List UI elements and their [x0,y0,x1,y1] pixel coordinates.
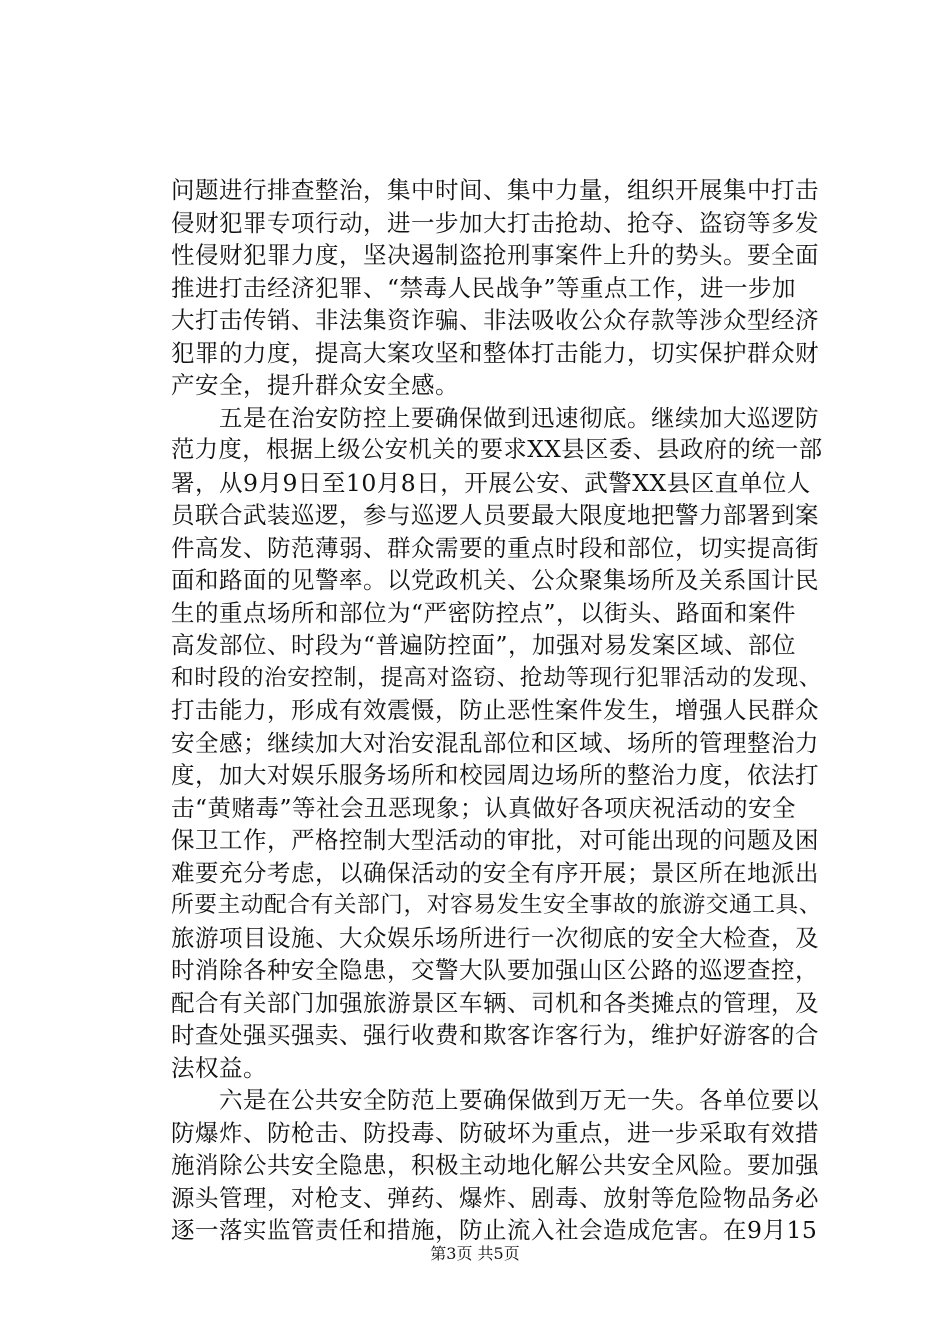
text-line: 员联合武装巡逻，参与巡逻人员要最大限度地把警力部署到案 [171,501,819,529]
text-line: 防爆炸、防枪击、防投毒、防破坏为重点，进一步采取有效措 [171,1118,819,1147]
text-line: 击“黄赌毒”等社会丑恶现象；认真做好各项庆祝活动的安全 [171,793,797,822]
text-line: 时查处强买强卖、强行收费和欺客诈客行为，维护好游客的合 [171,1021,819,1049]
text-line: 时消除各种安全隐患，交警大队要加强山区公路的巡逻查控， [171,956,819,984]
text-line: 问题进行排查整治，集中时间、集中力量，组织开展集中打击 [171,176,819,204]
text-line: 生的重点场所和部位为“严密防控点”，以街头、路面和案件 [171,598,797,627]
text-line: 安全感；继续加大对治安混乱部位和区域、场所的管理整治力 [171,728,819,757]
text-line: 大打击传销、非法集资诈骗、非法吸收公众存款等涉众型经济 [171,306,819,334]
text-line: 高发部位、时段为“普遍防控面”，加强对易发案区域、部位 [171,631,797,659]
page-number-footer: 第3页 共5页 [430,1244,520,1263]
text-line: 推进打击经济犯罪、“禁毒人民战争”等重点工作，进一步加 [171,273,797,302]
text-line: 所要主动配合有关部门，对容易发生安全事故的旅游交通工具、 [171,892,822,918]
text-line: 逐一落实监管责任和措施，防止流入社会造成危害。在9月15 [171,1216,818,1244]
document-body [171,174,826,1247]
text-line: 旅游项目设施、大众娱乐场所进行一次彻底的安全大检查，及 [171,923,819,952]
text-line: 难要充分考虑，以确保活动的安全有序开展；景区所在地派出 [171,858,819,887]
text-line: 范力度，根据上级公安机关的要求XX县区委、县政府的统一部 [171,436,823,463]
text-line: 保卫工作，严格控制大型活动的审批，对可能出现的问题及困 [171,826,819,854]
text-line: 六是在公共安全防范上要确保做到万无一失。各单位要以 [171,1086,819,1114]
text-line: 件高发、防范薄弱、群众需要的重点时段和部位，切实提高街 [171,533,819,562]
text-line: 面和路面的见警率。以党政机关、公众聚集场所及关系国计民 [171,566,819,594]
text-line: 产安全，提升群众安全感。 [171,371,459,399]
text-line: 署，从9月9日至10月8日，开展公安、武警XX县区直单位人 [171,468,811,497]
text-line: 五是在治安防控上要确保做到迅速彻底。继续加大巡逻防 [171,403,819,432]
text-line: 和时段的治安控制，提高对盗窃、抢劫等现行犯罪活动的发现、 [171,664,822,691]
text-line: 侵财犯罪专项行动，进一步加大打击抢劫、抢夺、盗窃等多发 [171,208,819,237]
text-line: 性侵财犯罪力度，坚决遏制盗抢刑事案件上升的势头。要全面 [171,241,819,269]
text-line: 法权益。 [171,1053,267,1082]
text-line: 配合有关部门加强旅游景区车辆、司机和各类摊点的管理，及 [171,988,819,1017]
text-line: 度，加大对娱乐服务场所和校园周边场所的整治力度，依法打 [171,761,819,789]
text-line: 源头管理，对枪支、弹药、爆炸、剧毒、放射等危险物品务必 [171,1183,819,1212]
text-line: 犯罪的力度，提高大案攻坚和整体打击能力，切实保护群众财 [171,338,819,367]
text-line: 施消除公共安全隐患，积极主动地化解公共安全风险。要加强 [171,1151,819,1179]
text-line: 打击能力，形成有效震慑，防止恶性案件发生，增强人民群众 [171,696,819,724]
